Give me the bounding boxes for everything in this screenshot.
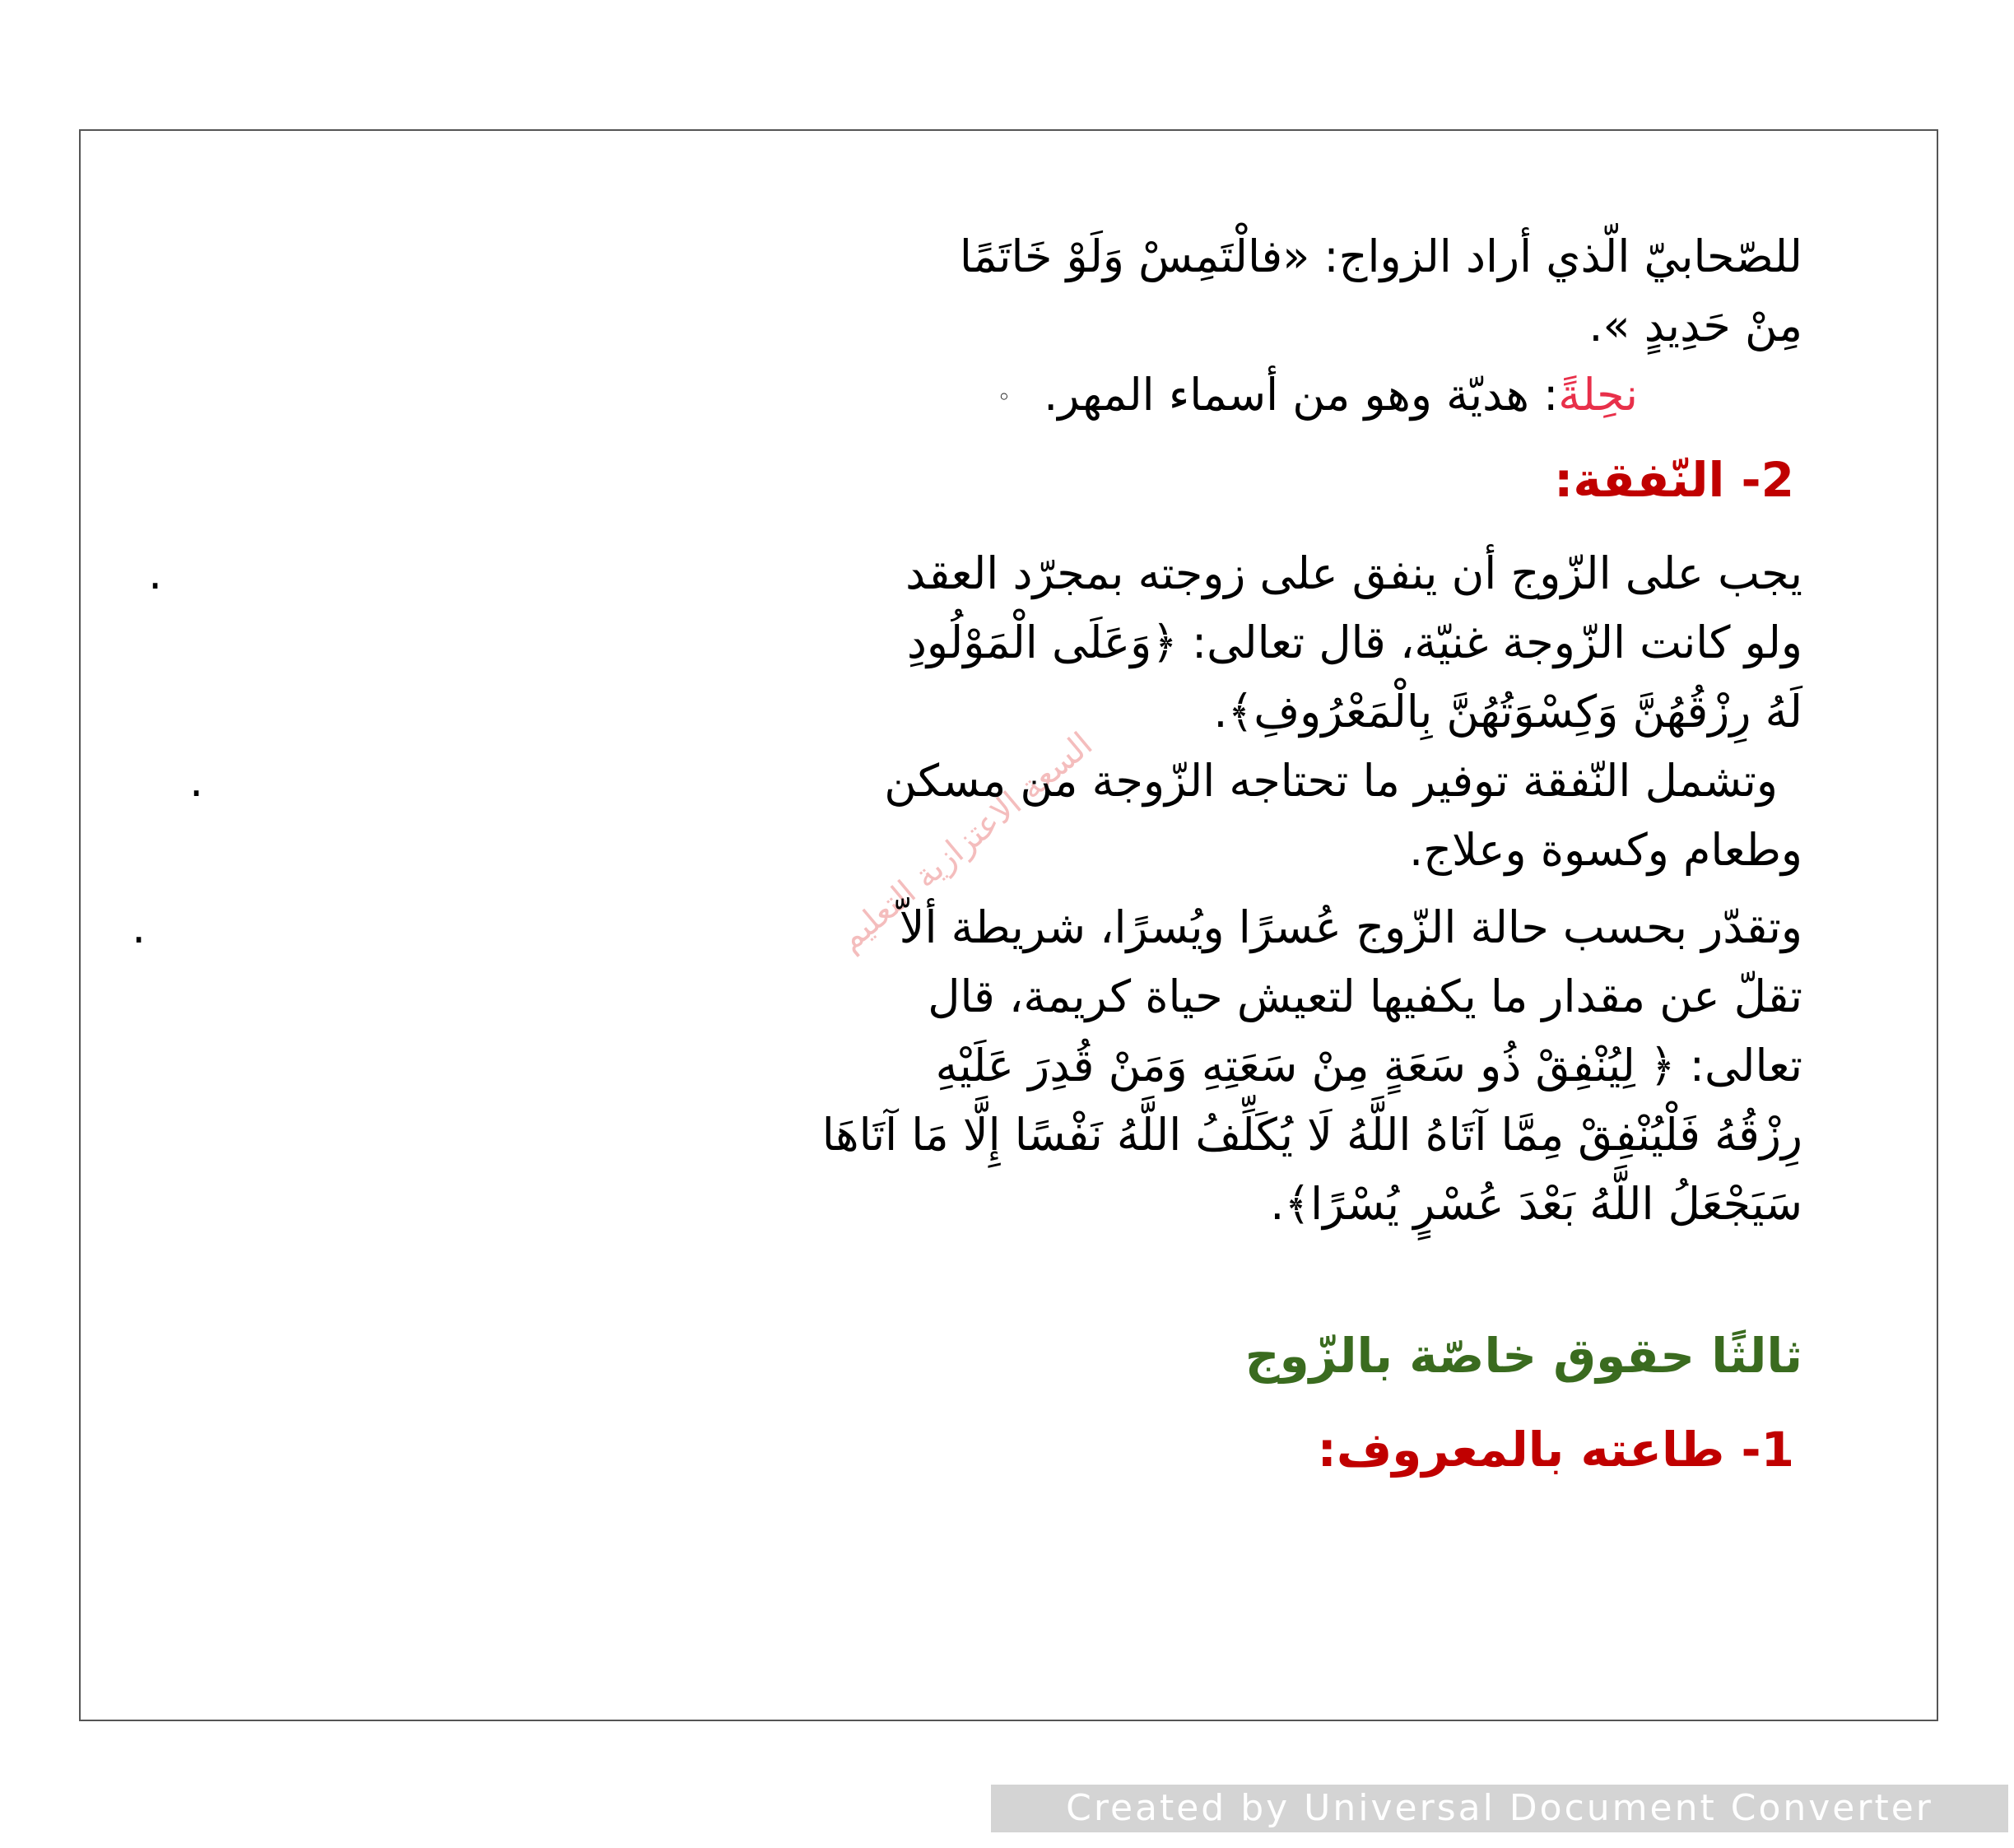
bullet-dot: . bbox=[148, 547, 163, 600]
heading-husband-rights: ثالثًا حقوق خاصّة بالزّوج bbox=[1244, 1328, 1802, 1385]
paragraph-1-line-2: مِنْ حَدِيدٍ ». bbox=[1588, 300, 1802, 351]
paragraph-3-line-1-text: وتشمل النّفقة توفير ما تحتاجه الزّوجة من مسكن bbox=[884, 755, 1778, 808]
paragraph-3-line-2: وطعام وكسوة وعلاج. bbox=[1408, 824, 1802, 877]
paragraph-2-line-3: لَهُ رِزْقُهُنَّ وَكِسْوَتُهُنَّ بِالْمَعْرُوفِ﴾. bbox=[1213, 686, 1802, 738]
paragraph-4-line-1-text: وتقدّر بحسب حالة الزّوج عُسرًا ويُسرًا، شريطة ألاّ bbox=[899, 901, 1802, 954]
nihla-definition bbox=[280, 361, 1802, 432]
paragraph-4-line-5: سَيَجْعَلُ اللَّهُ بَعْدَ عُسْرٍ يُسْرًا﴾. bbox=[1270, 1178, 1802, 1231]
nihla-text: : هديّة وهو من أسماء المهر. bbox=[1044, 369, 1559, 421]
heading-obedience: 1- طاعته بالمعروف: bbox=[1317, 1422, 1794, 1478]
circle-marker-icon: ◦ bbox=[997, 384, 1012, 412]
paragraph-1-line-1: للصّحابيّ الّذي أراد الزواج: «فالْتَمِسْ وَلَوْ خَاتَمًا bbox=[959, 230, 1802, 282]
converter-banner: Created by Universal Document Converter bbox=[991, 1785, 2008, 1832]
watermark: السعة الاعتزازية التعليم bbox=[831, 725, 1100, 959]
paragraph-2-line-1-text: يجب على الزّوج أن ينفق على زوجته بمجرّد العقد bbox=[905, 547, 1802, 600]
paragraph-4-line-2: تقلّ عن مقدار ما يكفيها لتعيش حياة كريمة، قال bbox=[928, 971, 1802, 1023]
paragraph-2-line-1 bbox=[148, 539, 1802, 608]
document-content bbox=[132, 222, 1802, 1484]
paragraph-3-line-1 bbox=[189, 747, 1802, 816]
paragraph-4-line-4: رِزْقُهُ فَلْيُنْفِقْ مِمَّا آتَاهُ اللَّهُ لَا يُكَلِّفُ اللَّهُ نَفْسًا إِلَّا مَا آتَاهَا bbox=[821, 1109, 1802, 1161]
heading-nafaqa: 2- النّفقة: bbox=[1554, 452, 1794, 509]
nihla-term: نحِلةً bbox=[1558, 369, 1638, 421]
paragraph-4-line-3: تعالى: ﴿ لِيُنْفِقْ ذُو سَعَةٍ مِنْ سَعَتِهِ وَمَنْ قُدِرَ عَلَيْهِ bbox=[935, 1040, 1802, 1092]
bullet-dot: . bbox=[189, 755, 204, 808]
paragraph-4-line-1 bbox=[132, 893, 1802, 962]
paragraph-2-line-2: ولو كانت الزّوجة غنيّة، قال تعالى: ﴿وَعَلَى الْمَوْلُودِ bbox=[906, 617, 1802, 669]
bullet-dot: . bbox=[132, 901, 147, 954]
